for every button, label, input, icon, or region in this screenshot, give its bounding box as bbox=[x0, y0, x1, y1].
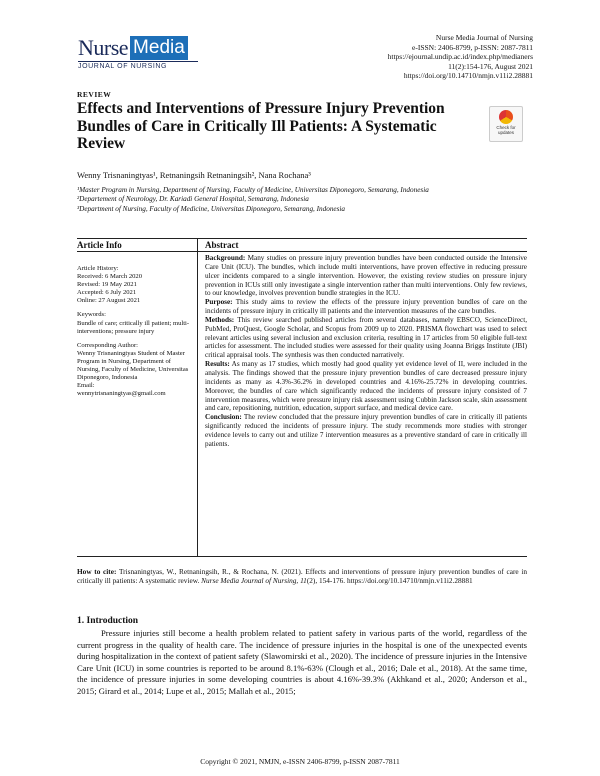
corresponding-text: Wenny Trisnaningtyas Student of Master Program in Nursing, Department of Nursing, Faculty of Medicine, Universitas Diponegoro, Indonesia bbox=[77, 349, 189, 382]
accepted-date: Accepted: 6 July 2021 bbox=[77, 289, 137, 297]
column-divider bbox=[197, 239, 198, 556]
page-footer: Copyright © 2021, NMJN, e-ISSN 2406-8799, p-ISSN 2087-7811 bbox=[200, 757, 400, 766]
conclusion-text: The review concluded that the pressure injury prevention bundles of care in critically ill patients significantly reduced the incidents of pressure injury. The study recommends more studies with stronger evidence levels to carry out and utilize 7 intervention measures as a preventive standard of care in critically ill patients. bbox=[205, 413, 528, 448]
logo-media-text: Media bbox=[130, 36, 188, 60]
article-info-column bbox=[77, 265, 193, 404]
abstract-conclusion bbox=[205, 413, 527, 448]
purpose-text: This study aims to review the effects of the pressure injury prevention bundles of care on the incidents of pressure injury in critically ill patients and the intervention measures of the care bundles. bbox=[205, 298, 527, 316]
article-type: REVIEW bbox=[77, 90, 112, 99]
keywords-text: Bundle of care; critically ill patient; multi-interventions; pressure injury bbox=[77, 319, 190, 335]
introduction-paragraph: Pressure injuries still become a health problem related to patient safety in various parts of the world, regardless of the current progress in the quality of health care. The incidence of pressure injuries in the hospital is one of the unexpected events during hospitalization in the context of patient safety (Slawomirski et al., 2020). The incidence of pressure injuries in the Intensive Care Unit (ICU) in some countries is reported to be around 8.1%-63% (Clough et al., 2016; Dale et al., 2018). At the same time, the incidence of pressure injuries in some developing countries is about 4.16%-39.3% (Akhkand et al., 2020; Anderson et al., 2015; Girard et al., 2014; Lupe et al., 2015; Mallah et al., 2015; bbox=[77, 628, 527, 696]
results-label: Results: bbox=[205, 360, 230, 369]
journal-issn: e-ISSN: 2406-8799, p-ISSN: 2087-7811 bbox=[412, 42, 533, 52]
crossmark-icon bbox=[499, 110, 513, 124]
box-header-rule bbox=[77, 251, 527, 252]
logo-nurse-text: Nurse bbox=[78, 35, 129, 60]
logo-subtitle: JOURNAL OF NURSING bbox=[78, 61, 198, 70]
author-list: Wenny Trisnaningtyas¹, Retnaningsih Retnaningsih², Nana Rochana³ bbox=[77, 170, 311, 180]
keywords-block bbox=[77, 311, 193, 335]
online-date: Online: 27 August 2021 bbox=[77, 297, 141, 305]
background-label: Background: bbox=[205, 254, 246, 262]
introduction-heading: 1. Introduction bbox=[77, 616, 139, 626]
abstract-purpose bbox=[205, 298, 527, 316]
conclusion-label: Conclusion: bbox=[205, 413, 242, 422]
corresponding-block bbox=[77, 342, 193, 399]
article-info-heading: Article Info bbox=[77, 240, 122, 250]
abstract-results bbox=[205, 360, 527, 413]
cite-tail: (2), 154-176. https://doi.org/10.14710/nmjn.v11i2.28881 bbox=[306, 576, 473, 586]
check-for-updates-text: Check for updates bbox=[496, 125, 516, 135]
abstract-methods bbox=[205, 316, 527, 360]
revised-date: Revised: 19 May 2021 bbox=[77, 281, 137, 289]
journal-info bbox=[293, 33, 533, 81]
email-address[interactable]: wennytrisnaningtyas@gmail.com bbox=[77, 390, 166, 398]
purpose-label: Purpose: bbox=[205, 298, 233, 307]
box-top-rule bbox=[77, 238, 527, 239]
corresponding-label: Corresponding Author: bbox=[77, 341, 138, 349]
journal-logo bbox=[78, 36, 208, 70]
check-for-updates-badge[interactable] bbox=[489, 106, 523, 142]
box-bottom-rule bbox=[77, 556, 527, 557]
affiliation-2: ²Departement of Neurology, Dr. Kariadi General Hospital, Semarang, Indonesia bbox=[77, 195, 309, 204]
received-date: Received: 6 March 2020 bbox=[77, 273, 143, 281]
history-label: Article History: bbox=[77, 265, 119, 272]
affiliation-3: ³Department of Nursing, Faculty of Medicine, Universitas Diponegoro, Semarang, Indonesia bbox=[77, 204, 345, 213]
affiliations bbox=[77, 186, 527, 214]
email-label: Email: bbox=[77, 382, 95, 390]
introduction-body bbox=[77, 628, 527, 697]
abstract-column bbox=[205, 254, 527, 449]
background-text: Many studies on pressure injury prevention bundles have been conducted outside the Intensive Care Unit (ICU). The bundles, which include multi interventions, have proven effective in reducing pressure ulcer incidents compared to a single intervention. However, the existing review studies on pressure injury prevention in ICUs still only investigate a single intervention rather than multi interventions. Only few reviews, to our knowledge, involves prevention bundle strategies in the ICU. bbox=[205, 254, 527, 298]
cite-label: How to cite: bbox=[77, 567, 117, 576]
keywords-label: Keywords: bbox=[77, 311, 106, 319]
affiliation-1: ¹Master Program in Nursing, Department of Nursing, Faculty of Medicine, Universitas Diponegoro, Semarang, Indonesia bbox=[77, 186, 429, 194]
cite-text: Trisnaningtyas, W., Retnaningsih, R., & Rochana, N. (2021). Effects and interventions of pressure injury prevention bundles of care in critically ill patients: A systematic review. bbox=[77, 567, 527, 586]
methods-text: This review searched published articles from several databases, namely EBSCO, ScienceDirect, PubMed, ProQuest, Google Scholar, and Scopus from 2009 up to 2020. PRISMA flowchart was used to select relevant articles using several inclusion and exclusion criteria, resulting in 17 articles from 50 eligible full-text articles for assessment. The included studies were assessed for their quality using Joanna Briggs Institute (JBI) critical appraisal tools. The synthesis was then conducted narratively. bbox=[205, 315, 527, 360]
cite-journal: Nurse Media Journal of Nursing, 11 bbox=[201, 576, 307, 586]
journal-name: Nurse Media Journal of Nursing bbox=[435, 33, 533, 42]
article-title: Effects and Interventions of Pressure Injury Prevention Bundles of Care in Critically Ill Patients: A Systematic Review bbox=[77, 100, 445, 152]
journal-url[interactable]: https://ejournal.undip.ac.id/index.php/medianers bbox=[387, 52, 533, 62]
methods-label: Methods: bbox=[205, 315, 235, 324]
how-to-cite bbox=[77, 567, 527, 586]
abstract-heading: Abstract bbox=[205, 240, 239, 250]
results-text: As many as 17 studies, which mostly had good quality yet evidence level of II, were included in the analysis. The findings showed that the pressure injury prevention bundles of care decreased pressure injury incidents as many as 4.3%-36.2% in developed countries and 4.16%-25.72% in developing countries. Moreover, the bundles of care which significantly reduced the incidents of pressure injury consisted of 7 intervention measures, which were pressure injury risk assessment using Cubbin Jackson scale, skin assessment and care, repositioning, nutrition, education, support surface, and medical device care. bbox=[205, 360, 528, 413]
journal-doi[interactable]: https://doi.org/10.14710/nmjn.v11i2.28881 bbox=[403, 71, 533, 81]
article-history bbox=[77, 265, 193, 305]
abstract-background bbox=[205, 254, 527, 298]
journal-volume: 11(2):154-176, August 2021 bbox=[448, 61, 533, 71]
